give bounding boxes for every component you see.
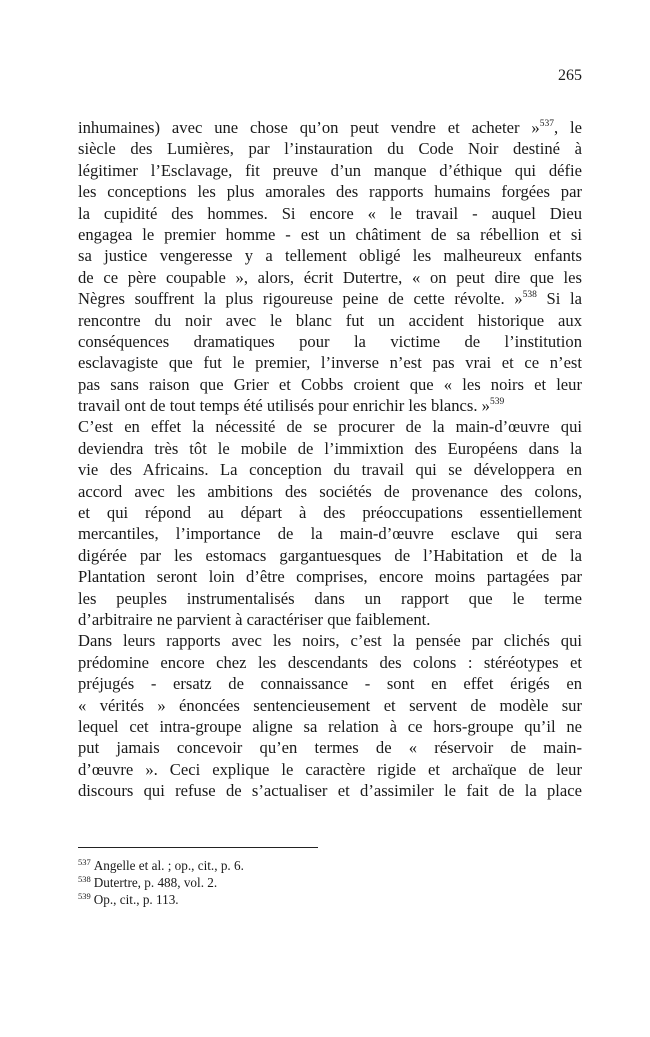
- text-line: conséquences dramatiques pour la victime de l’institution: [78, 331, 582, 351]
- footnote: $^{537}$ Angelle et al. ; op., cit., p. 6.: [78, 857, 244, 873]
- text-line: les peuples instrumentalisés dans un rapport que le terme: [78, 588, 582, 608]
- text-line: deviendra très tôt le mobile de l’immixtion des Européens dans la: [78, 438, 582, 458]
- footnote-number: 537: [78, 857, 91, 867]
- body-text: [78, 117, 582, 802]
- text-line: prédomine encore chez les descendants des colons : stéréotypes et: [78, 652, 582, 672]
- page-number: 265: [558, 67, 582, 84]
- footnote-number: 539: [78, 891, 91, 901]
- text-line: mercantiles, l’importance de la main-d’œuvre esclave qui sera: [78, 524, 582, 544]
- text-line: esclavagiste que fut le premier, l’inverse n’est pas vrai et ce n’est: [78, 353, 582, 373]
- text-line: d’arbitraire ne parvient à caractériser que faiblement.: [78, 609, 431, 629]
- text-line: Nègres souffrent la plus rigoureuse peine de cette révolte. »$^{538}$ Si la: [78, 289, 582, 309]
- footnote-ref[interactable]: 538: [522, 290, 537, 301]
- footnote-number: 538: [78, 874, 91, 884]
- text-line: accord avec les ambitions des sociétés de provenance des colons,: [78, 481, 582, 501]
- text-line: sa justice vengeresse y a tellement obligé les malheureux enfants: [78, 246, 582, 266]
- text-line: Dans leurs rapports avec les noirs, c’est la pensée par clichés qui: [78, 631, 582, 651]
- footnote-ref[interactable]: 537: [539, 119, 554, 129]
- footnote: $^{538}$ Dutertre, p. 488, vol. 2.: [78, 874, 218, 890]
- text-line: put jamais concevoir qu’en termes de « réservoir de main-: [78, 738, 582, 758]
- text-line: « vérités » énoncées sentencieusement et servent de modèle sur: [78, 695, 582, 715]
- text-line: lequel cet intra-groupe aligne sa relation à ce hors-groupe qu’il ne: [78, 716, 582, 736]
- text-line: inhumaines) avec une chose qu’on peut vendre et acheter »$^{537}$, le: [78, 118, 582, 137]
- text-line: préjugés - ersatz de connaissance - sont en effet érigés en: [78, 674, 582, 694]
- text-line: d’œuvre ». Ceci explique le caractère rigide et archaïque de leur: [78, 759, 582, 779]
- text-line: engagea le premier homme - est un châtiment de sa rébellion et si: [78, 224, 582, 244]
- footnotes: [78, 857, 244, 908]
- text-line: les conceptions les plus amorales des rapports humains forgées par: [78, 182, 582, 202]
- text-line: et qui répond au départ à des préoccupations essentiellement: [78, 503, 582, 523]
- text-line: digérée par les estomacs gargantuesques de l’Habitation et de la: [78, 545, 582, 565]
- text-line: travail ont de tout temps été utilisés pour enrichir les blancs. »$^{539}$: [78, 396, 505, 416]
- text-line: légitimer l’Esclavage, fit preuve d’un manque d’éthique qui défie: [78, 160, 582, 180]
- text-line: C’est en effet la nécessité de se procurer de la main-d’œuvre qui: [78, 417, 582, 437]
- text-line: la cupidité des hommes. Si encore « le travail - auquel Dieu: [78, 203, 582, 223]
- footnote-separator: [78, 847, 318, 848]
- text-line: de ce père coupable », alors, écrit Dutertre, « on peut dire que les: [78, 267, 582, 287]
- footnote: $^{539}$ Op., cit., p. 113.: [78, 891, 179, 907]
- footnote-ref[interactable]: 539: [489, 397, 505, 408]
- text-line: discours qui refuse de s’actualiser et d’assimiler le fait de la place: [78, 781, 582, 801]
- text-line: pas sans raison que Grier et Cobbs croient que « les noirs et leur: [78, 374, 582, 394]
- text-line: siècle des Lumières, par l’instauration du Code Noir destiné à: [78, 139, 582, 159]
- text-line: vie des Africains. La conception du travail qui se développera en: [78, 460, 582, 480]
- text-line: Plantation seront loin d’être comprises, encore moins partagées par: [78, 567, 582, 587]
- text-line: rencontre du noir avec le blanc fut un accident historique aux: [78, 310, 582, 330]
